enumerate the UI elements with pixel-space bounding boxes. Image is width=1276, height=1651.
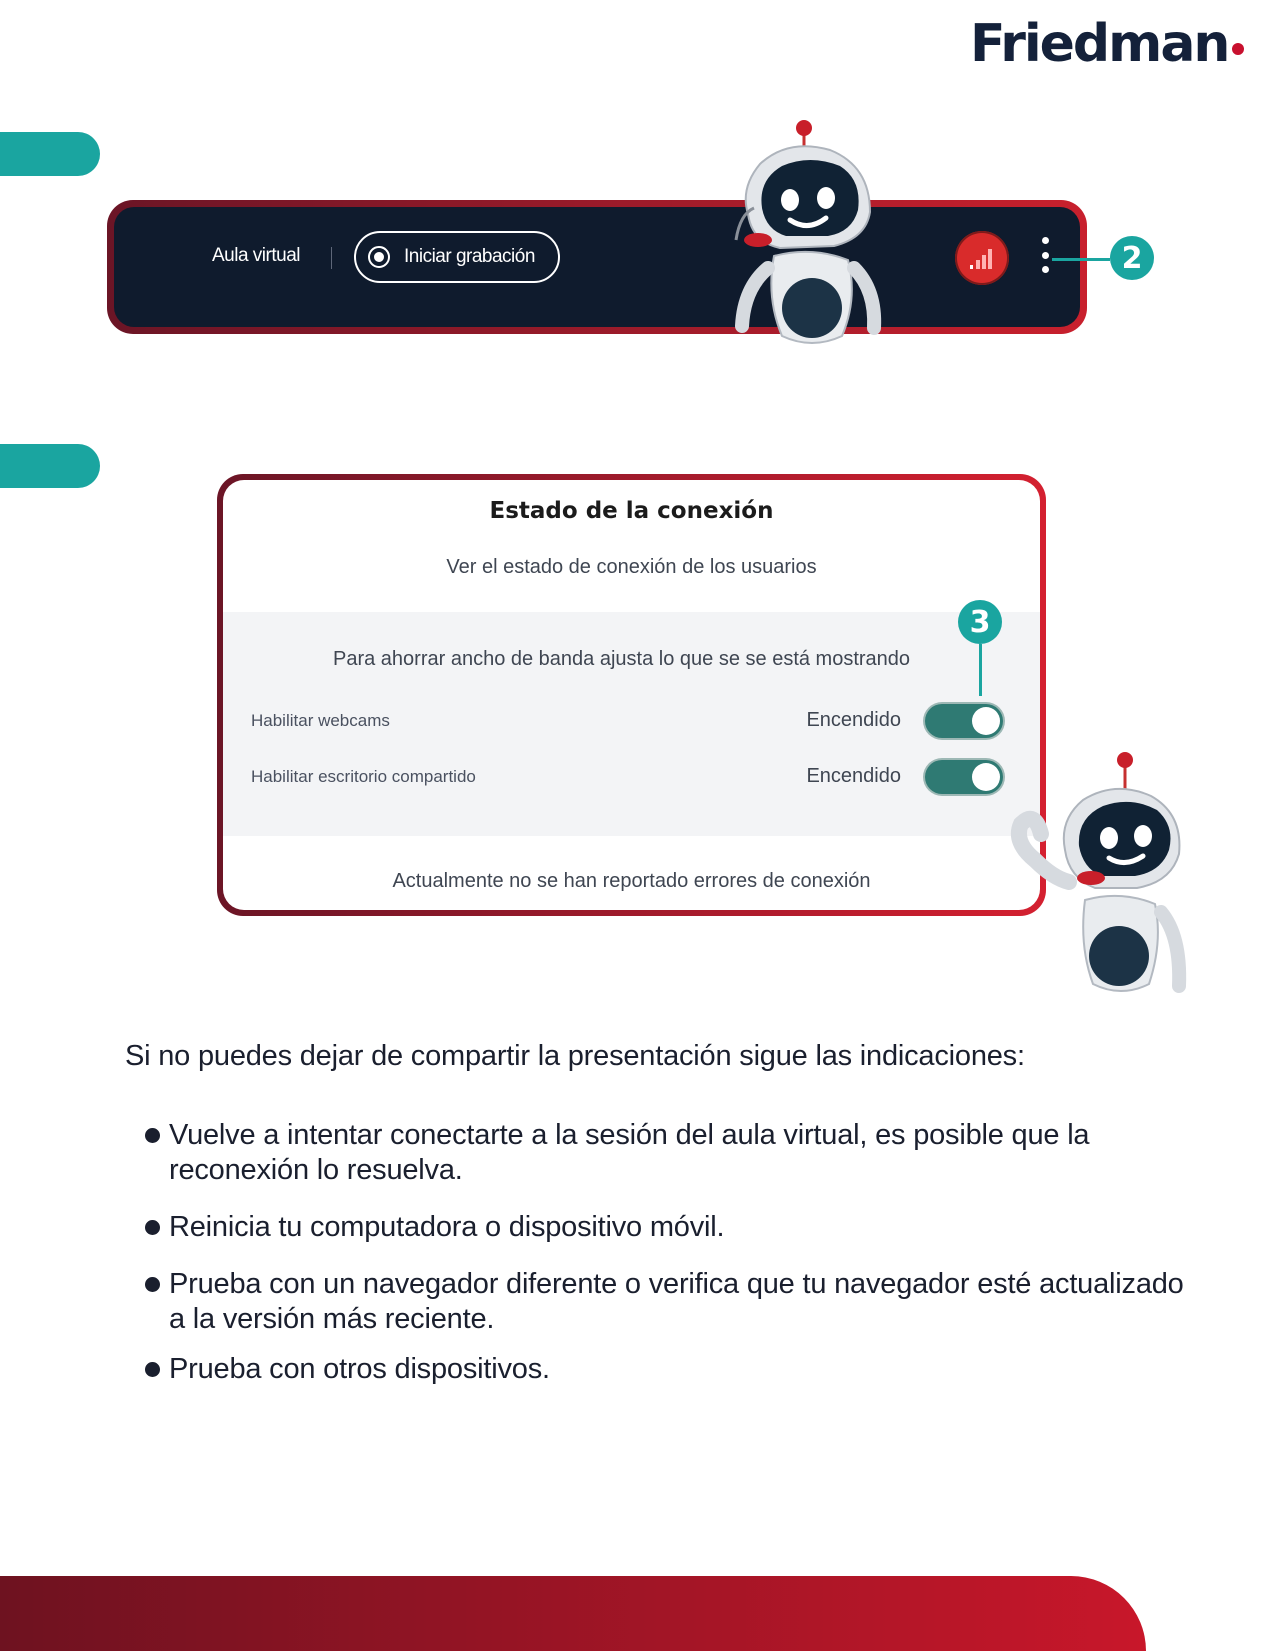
section-marker <box>0 132 100 176</box>
setting-status: Encendido <box>806 765 901 787</box>
connection-status-panel <box>223 480 1040 910</box>
step-text: Reinicia tu computadora o dispositivo móvil. <box>169 1211 725 1243</box>
toolbar-divider <box>331 247 332 269</box>
robot-mascot-top <box>730 118 900 368</box>
bullet-icon <box>145 1277 160 1292</box>
screenshare-toggle[interactable] <box>925 760 1003 794</box>
callout-2-badge: 2 <box>1110 236 1154 280</box>
connection-status-button[interactable] <box>955 231 1009 285</box>
setting-row-webcams <box>251 702 1021 742</box>
webcams-toggle[interactable] <box>925 704 1003 738</box>
bullet-icon <box>145 1220 160 1235</box>
settings-section <box>223 612 1040 836</box>
panel-subtitle: Ver el estado de conexión de los usuarios <box>446 556 817 578</box>
more-options-icon[interactable] <box>1040 237 1050 273</box>
setting-label: Habilitar escritorio compartido <box>251 767 476 786</box>
list-item <box>145 1118 1185 1188</box>
panel-footer: Actualmente no se han reportado errores de conexión <box>392 870 871 892</box>
setting-label: Habilitar webcams <box>251 711 390 730</box>
callout-3-badge: 3 <box>958 600 1002 644</box>
connection-status-screenshot-frame <box>217 474 1046 916</box>
section-marker <box>0 444 100 488</box>
toolbar-screenshot-frame <box>107 200 1087 334</box>
bullet-icon <box>145 1128 160 1143</box>
start-recording-button[interactable] <box>354 231 560 283</box>
list-item <box>145 1210 1185 1245</box>
steps-list <box>145 1118 1185 1387</box>
brand-dot-icon <box>1232 43 1244 55</box>
virtual-classroom-toolbar <box>114 207 1080 327</box>
brand-logo <box>970 14 1244 74</box>
step-text: Vuelve a intentar conectarte a la sesión del aula virtual, es posible que la reconexión lo resuelva. <box>169 1119 1090 1186</box>
start-recording-label: Iniciar grabación <box>404 246 535 267</box>
brand-name: Friedman <box>970 14 1229 74</box>
step-text: Prueba con otros dispositivos. <box>169 1353 550 1385</box>
callout-3-line <box>979 644 982 696</box>
callout-2-line <box>1052 258 1110 261</box>
bandwidth-hint: Para ahorrar ancho de banda ajusta lo que se se está mostrando <box>333 648 911 670</box>
list-item <box>145 1267 1185 1337</box>
step-text: Prueba con un navegador diferente o verifica que tu navegador esté actualizado a la versión más reciente. <box>169 1268 1184 1335</box>
connection-status-icon <box>969 246 995 270</box>
list-item <box>145 1352 1185 1387</box>
footer-band <box>0 1576 1146 1651</box>
intro-text: Si no puedes dejar de compartir la presentación sigue las indicaciones: <box>125 1040 1025 1072</box>
toolbar-title: Aula virtual <box>212 245 300 266</box>
panel-title: Estado de la conexión <box>489 498 774 524</box>
setting-row-screenshare <box>251 758 1021 798</box>
bullet-icon <box>145 1362 160 1377</box>
robot-mascot-side <box>1005 750 1195 1030</box>
record-icon <box>368 246 390 268</box>
setting-status: Encendido <box>806 709 901 731</box>
